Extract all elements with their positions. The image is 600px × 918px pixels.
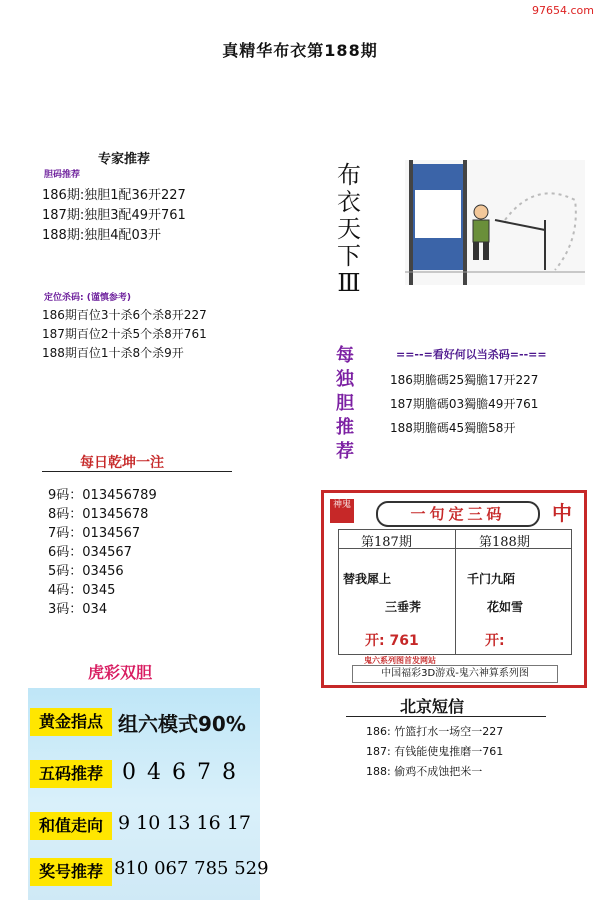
huchai-heading: 虎彩双胆 — [88, 663, 153, 682]
kill-line: 186期膽碼25獨膽17开227 — [390, 373, 539, 387]
corner-badge: 神鬼 — [330, 499, 354, 523]
beijing-line: 188: 偷鸡不成蚀把米一 — [366, 765, 483, 778]
qiankun-line: 7码：0134567 — [48, 526, 141, 541]
huchai-label: 和值走向 — [30, 812, 112, 840]
huchai-label: 五码推荐 — [30, 760, 112, 788]
huchai-label: 黄金指点 — [30, 708, 112, 736]
buyi-char: 下 — [337, 242, 361, 270]
open2: 开: — [485, 633, 505, 649]
beijing-rule — [346, 716, 546, 717]
kill-line: 188期膽碼45獨膽58开 — [390, 421, 516, 435]
expert-list — [42, 186, 186, 246]
huchai-value: 810 067 785 529 — [114, 858, 269, 879]
qiankun-line: 6码：034567 — [48, 545, 132, 560]
huchai-value: 组六模式90% — [118, 712, 246, 736]
cartoon-icon — [405, 160, 585, 285]
page-title: 真精华布衣第188期 — [222, 41, 378, 60]
cartoon-illustration — [405, 160, 585, 285]
site-watermark: 97654.com — [532, 4, 594, 17]
qiankun-heading: 每日乾坤一注 — [80, 455, 164, 471]
position-list — [42, 306, 207, 363]
daily-char: 每 — [336, 345, 354, 366]
qiankun-list — [48, 486, 157, 619]
beijing-line: 187: 有钱能使鬼推磨一761 — [366, 745, 504, 758]
daily-vertical-title — [332, 344, 358, 464]
poem1-line-b: 三垂荠 — [385, 600, 422, 614]
daily-char: 荐 — [336, 441, 354, 462]
position-tag: 定位杀码: (谨慎参考) — [44, 293, 131, 303]
open1: 开: 761 — [365, 633, 419, 649]
footer-bar: 中国福彩3D游戏-鬼六神算系列图 — [352, 665, 558, 683]
position-line: 188期百位1十杀8个杀9开 — [42, 346, 184, 360]
kill-heading: ==--=看好何以当杀码=--== — [396, 348, 547, 361]
yiju-title-box — [376, 501, 540, 527]
kill-list — [390, 368, 538, 440]
expert-tag: 胆码推荐 — [44, 170, 81, 180]
buyi-char: 布 — [337, 161, 361, 189]
expert-line: 187期:独胆3配49开761 — [42, 208, 186, 223]
expert-line: 186期:独胆1配36开227 — [42, 188, 186, 203]
zhong-badge: 中 — [552, 501, 572, 525]
poem1-line-a: 替我犀上 — [343, 572, 392, 586]
col1-header: 第187期 — [361, 535, 412, 550]
qiankun-line: 9码：013456789 — [48, 488, 157, 503]
daily-char: 胆 — [336, 393, 354, 414]
yiju-panel — [321, 490, 587, 688]
kill-line: 187期膽碼03獨膽49开761 — [390, 397, 539, 411]
qiankun-rule — [42, 471, 232, 472]
beijing-list — [366, 722, 503, 782]
qiankun-line: 5码：03456 — [48, 564, 124, 579]
qiankun-line: 8码：01345678 — [48, 507, 149, 522]
poem2-line-a: 千门九陌 — [467, 572, 516, 586]
position-line: 186期百位3十杀6个杀8开227 — [42, 308, 207, 322]
buyi-char: 衣 — [337, 188, 361, 216]
buyi-vertical-title — [334, 162, 364, 297]
daily-char: 推 — [336, 417, 354, 438]
huchai-value: 9 10 13 16 17 — [118, 812, 251, 834]
beijing-heading: 北京短信 — [400, 697, 465, 716]
yiju-table — [338, 529, 572, 655]
expert-heading: 专家推荐 — [98, 152, 151, 167]
huchai-value: 0 4 6 7 8 — [122, 760, 238, 785]
huchai-panel — [28, 688, 269, 900]
beijing-line: 186: 竹篮打水一场空一227 — [366, 725, 504, 738]
expert-line: 188期:独胆4配03开 — [42, 228, 162, 243]
footer-small: 鬼六系列图首发网站 — [364, 656, 436, 665]
qiankun-line: 3码：034 — [48, 602, 108, 617]
qiankun-line: 4码：0345 — [48, 583, 116, 598]
poem2-line-b: 花如雪 — [487, 600, 524, 614]
buyi-char: Ⅲ — [337, 269, 361, 297]
daily-char: 独 — [336, 369, 354, 390]
huchai-label: 奖号推荐 — [30, 858, 112, 886]
buyi-char: 天 — [337, 215, 361, 243]
col2-header: 第188期 — [479, 535, 530, 550]
position-line: 187期百位2十杀5个杀8开761 — [42, 327, 207, 341]
yiju-title: 一句定三码 — [410, 505, 506, 523]
